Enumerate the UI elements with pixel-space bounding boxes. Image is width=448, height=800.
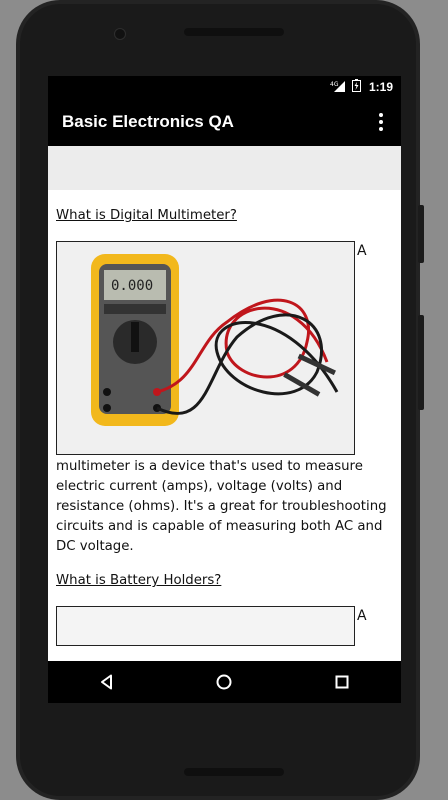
answer-image-row: [56, 606, 393, 646]
question-title[interactable]: What is Digital Multimeter?: [56, 208, 237, 223]
answer-text: multimeter is a device that's used to measure electric current (amps), voltage (volts) and resistance (ohms). It's a great for troubleshooting circuits and is capable of measuring both AC and DC voltage.: [56, 459, 387, 554]
question-title[interactable]: What is Battery Holders?: [56, 573, 222, 588]
home-circle-icon[interactable]: [204, 666, 244, 698]
banner-placeholder: [48, 146, 401, 190]
front-camera: [114, 28, 126, 40]
volume-button[interactable]: [418, 205, 424, 263]
back-triangle-icon[interactable]: [87, 666, 127, 698]
system-navigation-bar: [48, 661, 401, 703]
qa-list: [48, 206, 401, 646]
digital-multimeter-photo: [56, 241, 355, 455]
answer-image-row: [56, 241, 393, 455]
answer-first-word: A: [357, 243, 367, 259]
signal-label: 4G: [329, 80, 339, 88]
earpiece-speaker: [184, 28, 284, 36]
power-button[interactable]: [418, 315, 424, 410]
overflow-menu-icon[interactable]: [373, 110, 389, 134]
app-title: Basic Electronics QA: [62, 112, 234, 131]
app-toolbar: [48, 98, 401, 146]
svg-text:0.000: 0.000: [111, 278, 154, 294]
bottom-speaker: [184, 768, 284, 776]
status-bar: [48, 76, 401, 98]
cellular-signal-icon: [330, 80, 346, 95]
recents-square-icon[interactable]: [322, 666, 362, 698]
answer-first-word: A: [357, 608, 367, 624]
battery-icon: [352, 79, 361, 95]
clock-time: 1:19: [368, 80, 393, 94]
webview-content[interactable]: [48, 146, 401, 661]
device-screen: [48, 76, 401, 703]
battery-holder-photo: [56, 606, 355, 646]
